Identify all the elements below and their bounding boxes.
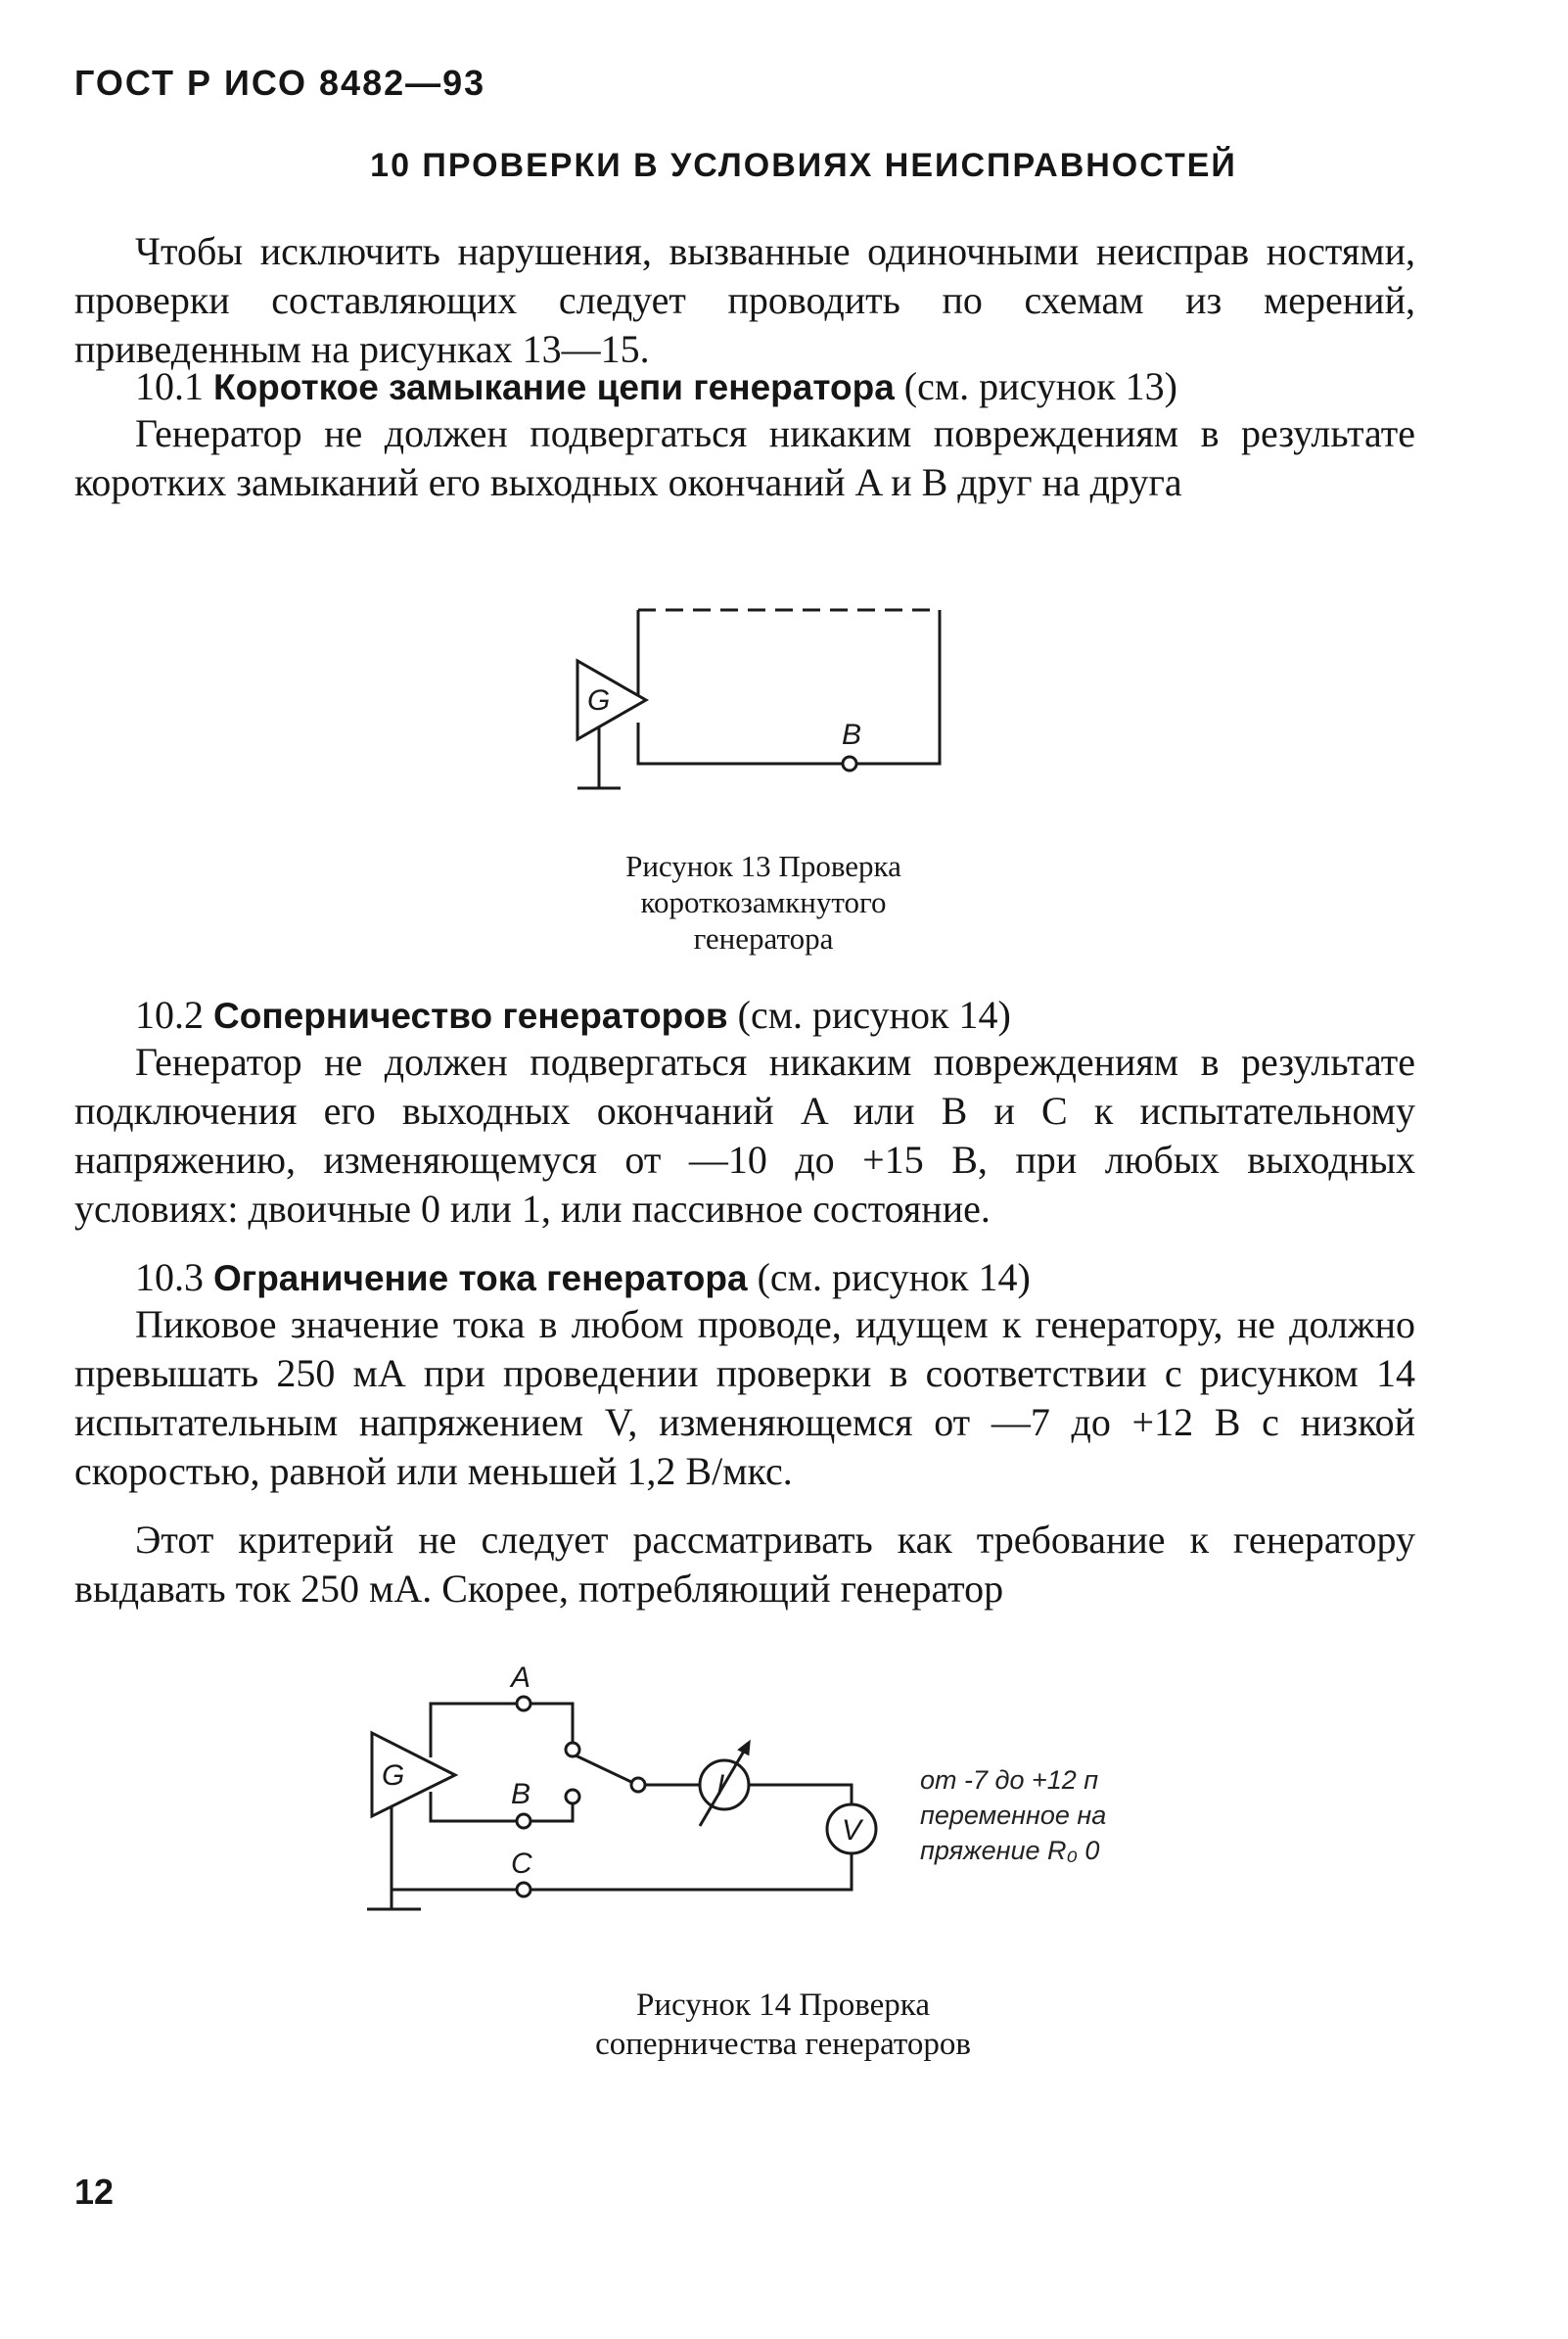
subsection-10-1-heading bbox=[135, 362, 1417, 412]
switch-contact-b bbox=[566, 1790, 579, 1803]
subsection-title: Короткое замыкание цепи генератора bbox=[213, 367, 895, 407]
terminal-c bbox=[517, 1883, 530, 1896]
section-title: 10 ПРОВЕРКИ В УСЛОВИЯХ НЕИСПРАВНОСТЕЙ bbox=[370, 147, 1237, 184]
figure-reference: (см. рисунок 13) bbox=[903, 364, 1177, 408]
subsection-10-3-text-2: Этот критерий не следует рассматривать как требование к генератору выдавать ток 250 мА. Скорее, потребляющий генератор bbox=[74, 1518, 1415, 1611]
figure-reference: (см. рисунок 14) bbox=[757, 1255, 1031, 1299]
terminal-b bbox=[517, 1814, 530, 1828]
switch-contact-a bbox=[566, 1743, 579, 1756]
terminal-a-to-switch bbox=[530, 1704, 573, 1743]
figure-reference: (см. рисунок 14) bbox=[737, 993, 1011, 1037]
figure-13-diagram bbox=[548, 587, 979, 813]
subsection-10-1-text: Генератор не должен подвергаться никаким повреждениям в результате коротких замыканий его выходных окончаний A и B друг на друга bbox=[74, 411, 1415, 504]
generator-label: G bbox=[382, 1759, 405, 1792]
figure-14-caption bbox=[489, 1986, 1077, 2064]
figure-14-note bbox=[920, 1762, 1175, 1868]
output-a-wire bbox=[431, 1704, 517, 1757]
return-wire bbox=[856, 610, 940, 764]
terminal-a bbox=[517, 1697, 530, 1710]
subsection-number: 10.3 bbox=[135, 1255, 204, 1299]
note-line: переменное на bbox=[920, 1801, 1107, 1830]
selector-switch bbox=[576, 1755, 631, 1782]
arrow-head bbox=[740, 1743, 749, 1754]
voltmeter-label: V bbox=[842, 1814, 862, 1847]
terminal-b-to-switch bbox=[530, 1803, 573, 1821]
caption-line: короткозамкнутого bbox=[640, 885, 887, 919]
caption-line: генератора bbox=[693, 921, 834, 956]
subsection-10-3-text-1: Пиковое значение тока в любом проводе, идущем к генератору, не должно превышать 250 мА при проведении проверки в соответствии с рисунком 14 испытательным напряжением V, изменяющемся от —7 до +12 В с низкой скоростью, равной или меньшей 1,2 В/мкс. bbox=[74, 1302, 1415, 1493]
generator-label: G bbox=[587, 684, 611, 717]
document-code: ГОСТ Р ИСО 8482—93 bbox=[74, 63, 486, 103]
terminal-b bbox=[843, 757, 856, 771]
caption-line: Рисунок 14 Проверка bbox=[636, 1988, 930, 2023]
ammeter-label: I bbox=[716, 1769, 725, 1801]
terminal-a-label: A bbox=[511, 1661, 531, 1694]
subsection-title: Ограничение тока генератора bbox=[213, 1258, 748, 1298]
figure-13-caption bbox=[489, 848, 1038, 957]
subsection-number: 10.1 bbox=[135, 364, 204, 408]
subsection-10-2-text: Генератор не должен подвергаться никаким повреждениям в результате подключения его выходных окончаний A или B и C к испытательному напряжению, изменяющемуся от —10 до +15 В, при любых выходных условиях: двоичные 0 или 1, или пассивное состояние. bbox=[74, 1040, 1415, 1231]
note-line: от -7 до +12 п bbox=[920, 1765, 1099, 1795]
output-b-wire bbox=[638, 723, 700, 764]
intro-paragraph: Чтобы исключить нарушения, вызванные одиночными неисправ ностями, проверки составляющих следует проводить по схемам из мерений, приведенным на рисунках 13—15. bbox=[74, 229, 1415, 371]
page-number: 12 bbox=[74, 2172, 115, 2212]
figure-14-diagram bbox=[352, 1650, 900, 1934]
caption-line: соперничества генераторов bbox=[595, 2027, 971, 2062]
caption-line: Рисунок 13 Проверка bbox=[625, 849, 901, 883]
ammeter-to-voltmeter bbox=[749, 1785, 852, 1804]
terminal-b-label: B bbox=[511, 1778, 531, 1810]
subsection-title: Соперничество генераторов bbox=[213, 996, 728, 1036]
output-b-wire bbox=[431, 1792, 517, 1821]
note-line: пряжение R₀ 0 bbox=[920, 1836, 1100, 1865]
voltmeter-return-wire bbox=[530, 1853, 852, 1890]
subsection-10-3-heading bbox=[135, 1253, 1417, 1303]
subsection-number: 10.2 bbox=[135, 993, 204, 1037]
terminal-c-label: C bbox=[511, 1848, 532, 1880]
subsection-10-2-heading bbox=[135, 991, 1417, 1041]
switch-common bbox=[631, 1778, 645, 1792]
variable-source-arrow bbox=[700, 1743, 749, 1826]
terminal-b-label: B bbox=[842, 719, 862, 751]
